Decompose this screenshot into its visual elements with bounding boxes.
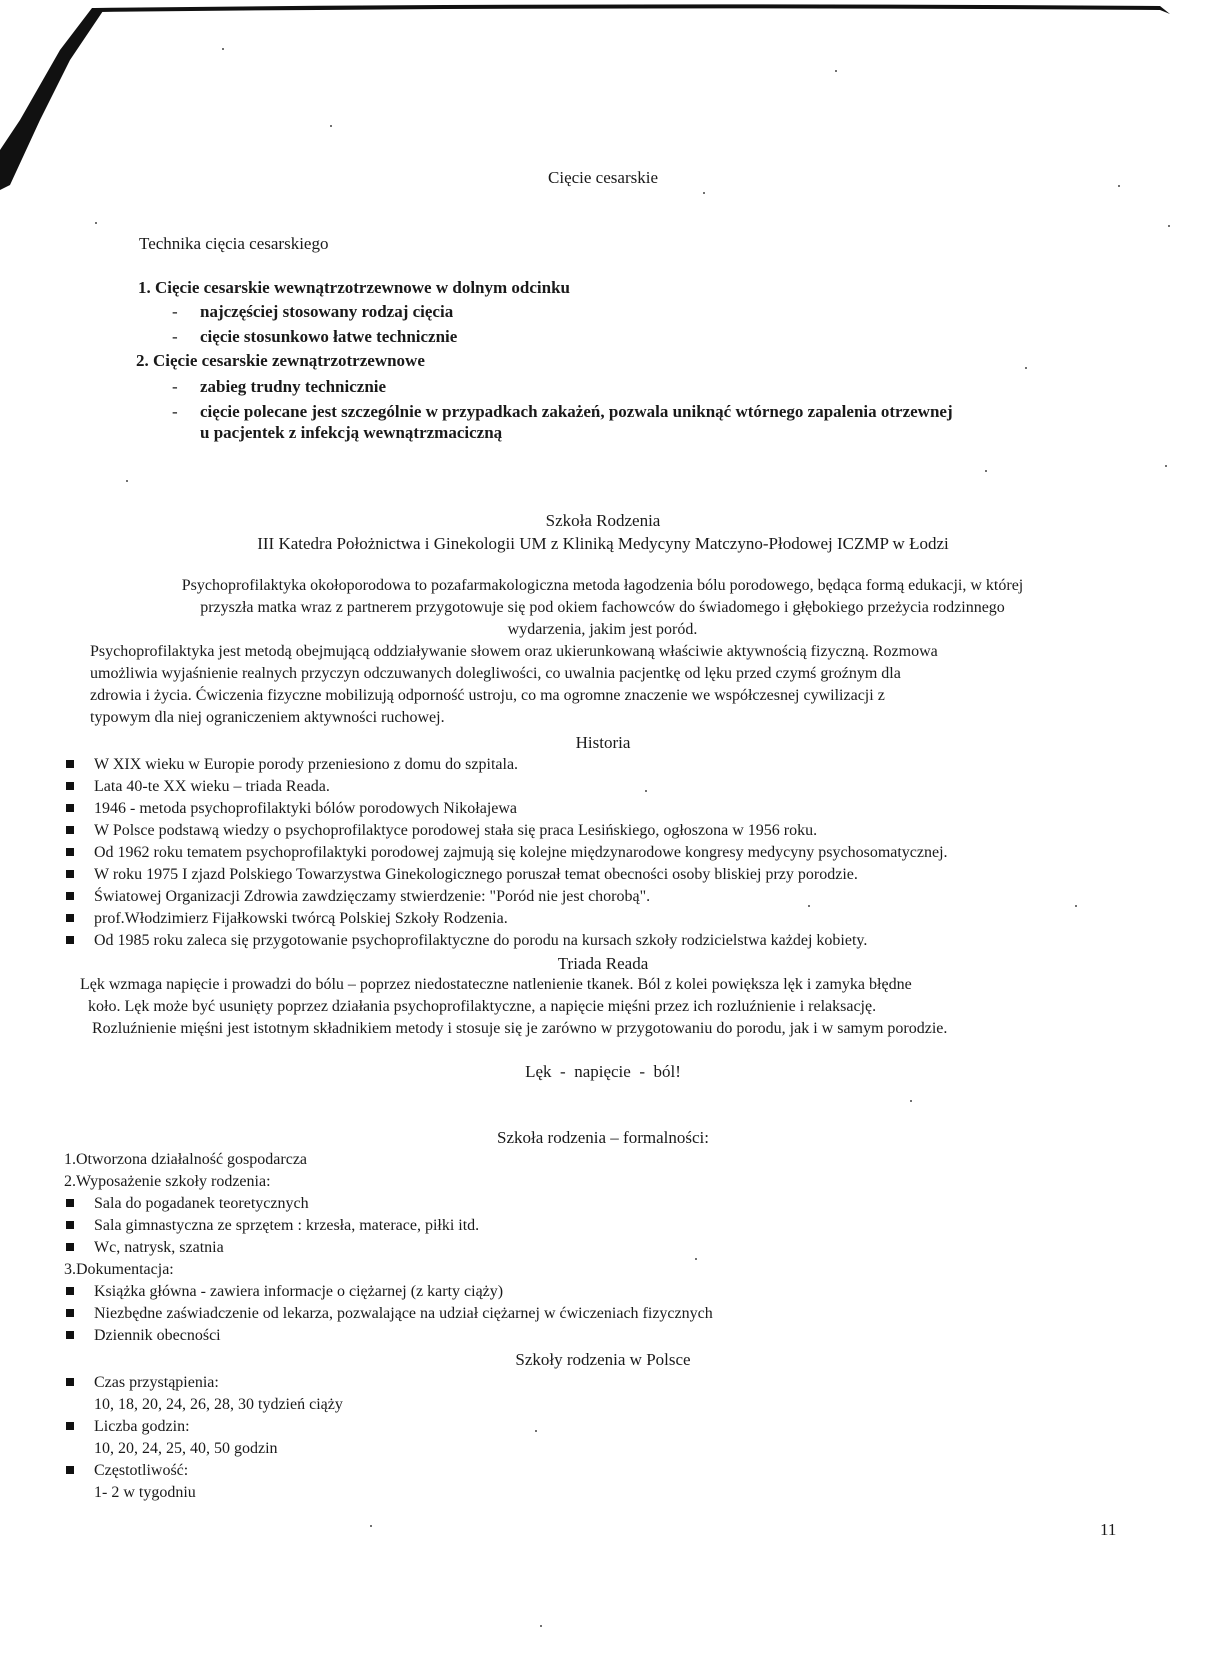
bullet-square xyxy=(66,760,74,768)
technique-item-1-point: najczęściej stosowany rodzaj cięcia xyxy=(200,302,454,321)
psychoprophylaxis-paragraph xyxy=(70,575,1135,641)
poland-item-value: 10, 20, 24, 25, 40, 50 godzin xyxy=(94,1440,278,1457)
school-heading: Szkoła Rodzenia xyxy=(545,511,661,530)
dash-bullet: - xyxy=(172,377,178,396)
bullet-square xyxy=(66,914,74,922)
triad-paragraph xyxy=(80,974,1130,1040)
formalities-point: Wc, natrysk, szatnia xyxy=(94,1239,224,1256)
bullet-square xyxy=(66,804,74,812)
paragraph-line: Lęk wzmaga napięcie i prowadzi do bólu – poprzez niedostateczne natlenienie tkanek. Ból z kolei powiększa lęk i zamyka błędne xyxy=(80,976,912,993)
paragraph-line: przyszła matka wraz z partnerem przygotowuje się pod okiem fachowców do świadomego i głębokiego przeżycia rodzinnego xyxy=(200,599,1005,616)
bullet-square xyxy=(66,1378,74,1386)
paragraph-line: umożliwia wyjaśnienie realnych przyczyn odczuwanych dolegliwości, co uwalnia pacjentkę od lęku przed czymś groźnym dla xyxy=(90,665,901,682)
paragraph-line: Psychoprofilaktyka jest metodą obejmującą oddziaływanie słowem oraz ukierunkowaną właściwie aktywnością fizyczną. Rozmowa xyxy=(90,643,938,660)
technique-heading: Technika cięcia cesarskiego xyxy=(139,234,329,253)
poland-item-label: Częstotliwość: xyxy=(94,1462,189,1479)
poland-item-label: Czas przystąpienia: xyxy=(94,1374,219,1391)
bullet-square xyxy=(66,1331,74,1339)
paragraph-line: wydarzenia, jakim jest poród. xyxy=(507,621,698,638)
dash-bullet: - xyxy=(172,302,178,321)
bullet-square xyxy=(66,1243,74,1251)
paragraph-line: koło. Lęk może być usunięty poprzez działania psychoprofilaktyczne, a napięcie mięśni przez ich rozluźnienie i relaksację. xyxy=(88,998,877,1015)
technique-item-2-point: u pacjentek z infekcją wewnątrzmaciczną xyxy=(200,423,503,442)
poland-item-label: Liczba godzin: xyxy=(94,1418,190,1435)
paragraph-line: Psychoprofilaktyka okołoporodowa to pozafarmakologiczna metoda łagodzenia bólu porodowego, będąca formą edukacji, w której xyxy=(181,577,1024,594)
triad-heading: Triada Reada xyxy=(557,954,649,973)
bullet-square xyxy=(66,1199,74,1207)
formalities-point: Sala gimnastyczna ze sprzętem : krzesła, materace, piłki itd. xyxy=(94,1217,480,1234)
technique-item-1-point: cięcie stosunkowo łatwe technicznie xyxy=(200,327,458,346)
bullet-square xyxy=(66,1287,74,1295)
page-title: Cięcie cesarskie xyxy=(548,168,658,187)
formalities-item-1: 1.Otworzona działalność gospodarcza xyxy=(64,1151,308,1168)
paragraph-line: Rozluźnienie mięśni jest istotnym składnikiem metody i stosuje się je zarówno w przygotowaniu do porodu, jak i w samym porodzie. xyxy=(92,1020,948,1037)
bullet-square xyxy=(66,826,74,834)
poland-heading: Szkoły rodzenia w Polsce xyxy=(515,1350,691,1369)
method-paragraph xyxy=(90,641,1130,729)
page-number: 11 xyxy=(1100,1520,1117,1539)
history-item: prof.Włodzimierz Fijałkowski twórcą Polskiej Szkoły Rodzenia. xyxy=(94,910,508,927)
history-heading: Historia xyxy=(575,733,631,752)
dash-bullet: - xyxy=(172,402,178,421)
triad-formula: Lęk - napięcie - ból! xyxy=(525,1062,681,1081)
history-item: Od 1985 roku zaleca się przygotowanie psychoprofilaktyczne do porodu na kursach szkoły rodzicielstwa każdej kobiety. xyxy=(94,932,868,949)
history-item: Od 1962 roku tematem psychoprofilaktyki porodowej zajmują się kolejne międzynarodowe kongresy medycyny psychosomatycznej. xyxy=(94,844,948,861)
formalities-point: Książka główna - zawiera informacje o ciężarnej (z karty ciąży) xyxy=(94,1283,504,1300)
technique-item-2-point: zabieg trudny technicznie xyxy=(200,377,387,396)
poland-item-value: 10, 18, 20, 24, 26, 28, 30 tydzień ciąży xyxy=(94,1396,343,1413)
history-item: W XIX wieku w Europie porody przeniesiono z domu do szpitala. xyxy=(94,756,519,773)
history-item: Światowej Organizacji Zdrowia zawdzięczamy stwierdzenie: "Poród nie jest chorobą". xyxy=(94,888,651,905)
bullet-square xyxy=(66,1466,74,1474)
bullet-square xyxy=(66,870,74,878)
technique-item-2-point: cięcie polecane jest szczególnie w przypadkach zakażeń, pozwala uniknąć wtórnego zapalenia otrzewnej xyxy=(200,402,953,421)
formalities-item-2: 2.Wyposażenie szkoły rodzenia: xyxy=(64,1173,271,1190)
history-item: W Polsce podstawą wiedzy o psychoprofilaktyce porodowej stała się praca Lesińskiego, ogłoszona w 1956 roku. xyxy=(94,822,818,839)
bullet-square xyxy=(66,1309,74,1317)
poland-item-value: 1- 2 w tygodniu xyxy=(94,1484,196,1501)
history-item: 1946 - metoda psychoprofilaktyki bólów porodowych Nikołajewa xyxy=(94,800,518,817)
dash-bullet: - xyxy=(172,327,178,346)
formalities-heading: Szkoła rodzenia – formalności: xyxy=(497,1128,709,1147)
paragraph-line: typowym dla niej ograniczeniem aktywności ruchowej. xyxy=(90,709,445,726)
history-item: Lata 40-te XX wieku – triada Reada. xyxy=(94,778,330,795)
formalities-point: Dziennik obecności xyxy=(94,1327,221,1344)
bullet-square xyxy=(66,892,74,900)
technique-item-1: 1. Cięcie cesarskie wewnątrzotrzewnowe w dolnym odcinku xyxy=(138,278,571,297)
bullet-square xyxy=(66,936,74,944)
technique-item-2: 2. Cięcie cesarskie zewnątrzotrzewnowe xyxy=(136,351,425,370)
formalities-point: Niezbędne zaświadczenie od lekarza, pozwalające na udział ciężarnej w ćwiczeniach fizycznych xyxy=(94,1305,713,1322)
bullet-square xyxy=(66,1221,74,1229)
bullet-square xyxy=(66,848,74,856)
formalities-point: Sala do pogadanek teoretycznych xyxy=(94,1195,309,1212)
bullet-square xyxy=(66,1422,74,1430)
formalities-item-3: 3.Dokumentacja: xyxy=(64,1261,174,1278)
paragraph-line: zdrowia i życia. Ćwiczenia fizyczne mobilizują odporność ustroju, co ma ogromne znaczenie we współczesnej cywilizacji z xyxy=(90,687,885,704)
history-item: W roku 1975 I zjazd Polskiego Towarzystwa Ginekologicznego poruszał temat obecności osoby bliskiej przy porodzie. xyxy=(94,866,858,883)
bullet-square xyxy=(66,782,74,790)
school-subheading: III Katedra Położnictwa i Ginekologii UM z Kliniką Medycyny Matczyno-Płodowej ICZMP w Łodzi xyxy=(257,534,949,553)
